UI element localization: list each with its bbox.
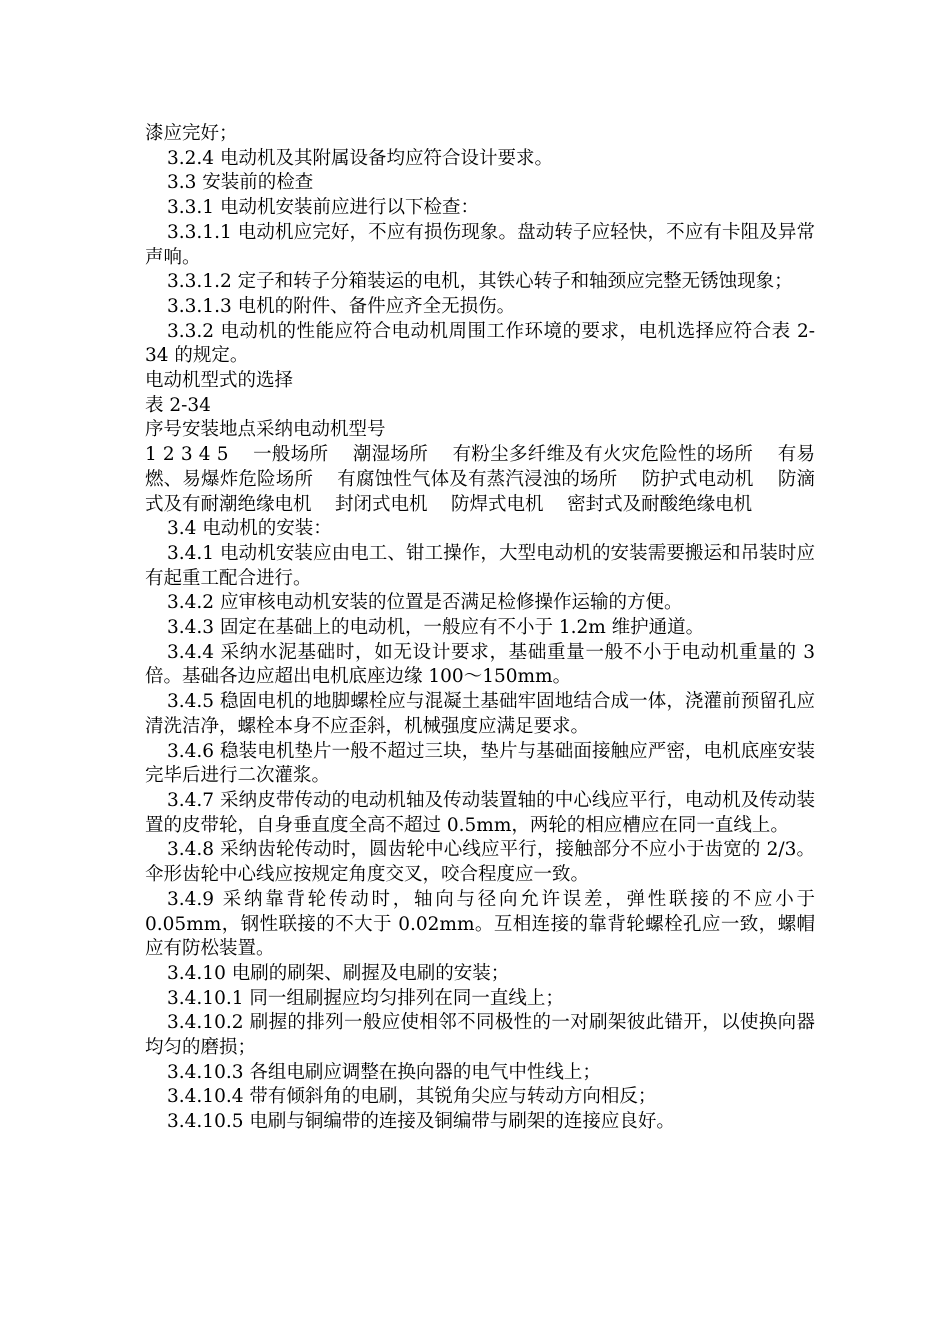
paragraph-3-4-4: 3.4.4 采纳水泥基础时，如无设计要求，基础重量一般不小于电动机重量的 3 倍。基础各边应超出电机底座边缘 100～150mm。 [145, 641, 815, 688]
paragraph-3-4-5: 3.4.5 稳固电机的地脚螺栓应与混凝土基础牢固地结合成一体，浇灌前预留孔应清洗洁净，螺栓本身不应歪斜，机械强度应满足要求。 [145, 691, 815, 737]
paragraph-3-4-6: 3.4.6 稳装电机垫片一般不超过三块，垫片与基础面接触应严密，电机底座安装完毕后进行二次灌浆。 [145, 740, 815, 787]
paragraph-3-4-10-2: 3.4.10.2 刷握的排列一般应使相邻不同极性的一对刷架彼此错开，以使换向器均匀的磨损； [145, 1012, 815, 1059]
table-caption: 电动机型式的选择 [145, 370, 294, 392]
paragraph-3-3-1-3: 3.3.1.3 电机的附件、备件应齐全无损伤。 [167, 295, 516, 317]
paragraph-3-4-8: 3.4.8 采纳齿轮传动时，圆齿轮中心线应平行，接触部分不应小于齿宽的 2/3。伞形齿轮中心线应按规定角度交叉，咬合程度应一致。 [145, 839, 815, 886]
paragraph-3-3-1: 3.3.1 电动机安装前应进行以下检查： [167, 197, 479, 219]
table-header: 序号安装地点采纳电动机型号 [145, 419, 386, 441]
paragraph-3-4-10-5: 3.4.10.5 电刷与铜编带的连接及铜编带与刷架的连接应良好。 [167, 1111, 675, 1133]
paragraph-3-3-2: 3.3.2 电动机的性能应符合电动机周围工作环境的要求，电机选择应符合表 2-34 的规定。 [145, 320, 815, 367]
paragraph-paint-finish: 漆应完好； [145, 123, 238, 144]
paragraph-3-3-1-1: 3.3.1.1 电动机应完好，不应有损伤现象。盘动转子应轻快，不应有卡阻及异常声响。 [145, 221, 815, 268]
paragraph-3-4-7: 3.4.7 采纳皮带传动的电动机轴及传动装置轴的中心线应平行，电动机及传动装置的皮带轮，自身垂直度全高不超过 0.5mm，两轮的相应槽应在同一直线上。 [145, 789, 815, 836]
paragraph-3-4-1: 3.4.1 电动机安装应由电工、钳工操作，大型电动机的安装需要搬运和吊装时应有起重工配合进行。 [145, 542, 815, 589]
table-number: 表 2-34 [145, 394, 211, 416]
heading-3-4-10: 3.4.10 电刷的刷架、刷握及电刷的安装； [167, 962, 510, 984]
document-page [145, 122, 815, 1135]
paragraph-3-4-10-3: 3.4.10.3 各组电刷应调整在换向器的电气中性线上； [167, 1061, 601, 1083]
paragraph-3-2-4: 3.2.4 电动机及其附属设备均应符合设计要求。 [167, 147, 553, 169]
heading-3-3: 3.3 安装前的检查 [167, 172, 314, 194]
table-body-text: 1 2 3 4 5 一般场所 潮湿场所 有粉尘多纤维及有火灾危险性的场所 有易燃、易爆炸危险场所 有腐蚀性气体及有蒸汽浸浊的场所 防护式电动机 防滴式及有耐潮绝缘电机 封闭式电机 防焊式电机 密封式及耐酸绝缘电机 [145, 444, 815, 515]
paragraph-3-4-10-1: 3.4.10.1 同一组刷握应均匀排列在同一直线上； [167, 987, 564, 1009]
paragraph-3-4-2: 3.4.2 应审核电动机安装的位置是否满足检修操作运输的方便。 [167, 592, 683, 614]
paragraph-3-4-3: 3.4.3 固定在基础上的电动机，一般应有不小于 1.2m 维护通道。 [167, 617, 705, 639]
paragraph-3-4-10-4: 3.4.10.4 带有倾斜角的电刷，其锐角尖应与转动方向相反； [167, 1086, 657, 1108]
paragraph-3-4-9: 3.4.9 采纳靠背轮传动时，轴向与径向允许误差，弹性联接的不应小于 0.05mm，钢性联接的不大于 0.02mm。互相连接的靠背轮螺栓孔应一致，螺帽应有防松装置。 [145, 888, 815, 960]
heading-3-4: 3.4 电动机的安装： [167, 518, 332, 540]
paragraph-3-3-1-2: 3.3.1.2 定子和转子分箱装运的电机，其铁心转子和轴颈应完整无锈蚀现象； [167, 271, 793, 293]
